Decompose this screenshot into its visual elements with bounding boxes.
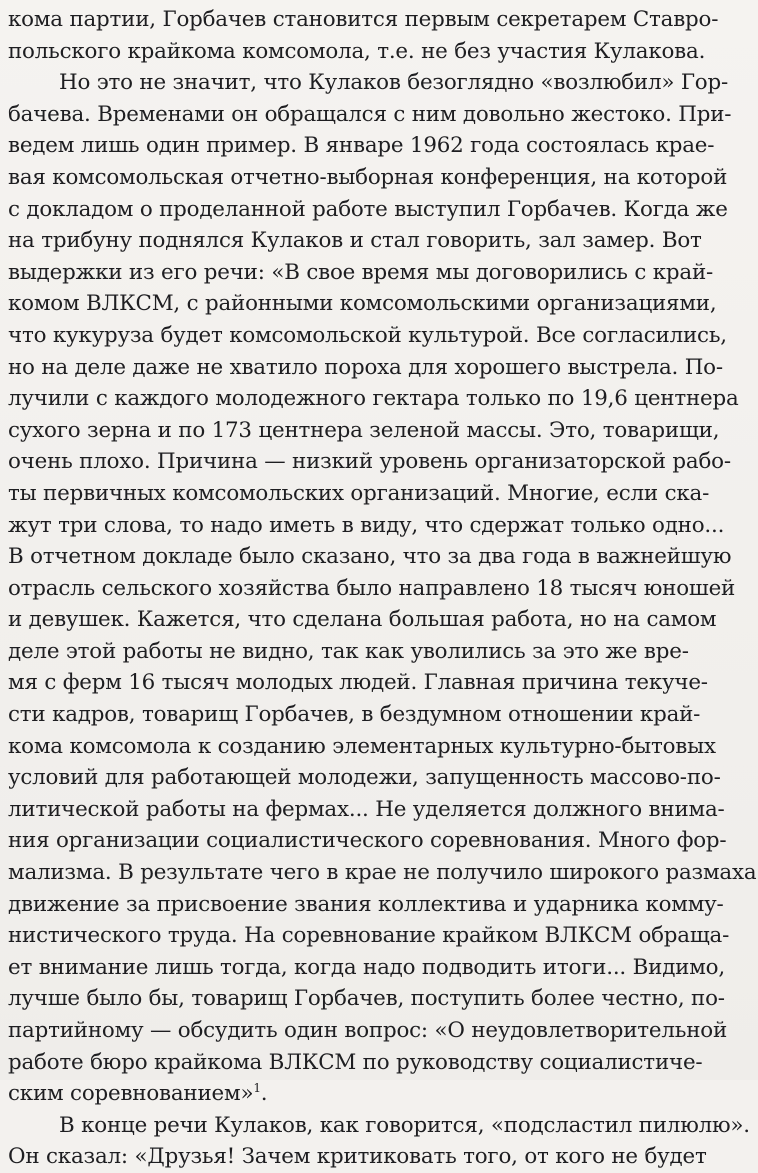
text-line: что кукуруза будет комсомольской культурой. Все согласились, xyxy=(8,322,727,348)
text-line: ведем лишь один пример. В январе 1962 года состоялась крае- xyxy=(8,133,715,159)
text-line: лучили с каждого молодежного гектара только по 19,6 центнера xyxy=(8,386,739,412)
text-line: мализма. В результате чего в крае не получило широкого размаха xyxy=(8,860,757,886)
text-line: польского крайкома комсомола, т.е. не без участия Кулакова. xyxy=(8,38,706,64)
paragraph-start-line: В конце речи Кулаков, как говорится, «подсластил пилюлю». xyxy=(59,1112,750,1138)
text-line-content: ским соревнованием» xyxy=(8,1081,254,1107)
text-line: партийному — обсудить один вопрос: «О неудовлетворительной xyxy=(8,1018,728,1043)
text-line: мя с ферм 16 тысяч молодых людей. Главная причина текуче- xyxy=(8,670,708,696)
text-line: работе бюро крайкома ВЛКСМ по руководству социалистиче- xyxy=(8,1049,703,1075)
footnote-ref: 1 xyxy=(253,1081,261,1096)
text-line: сухого зерна и по 173 центнера зеленой массы. Это, товарищи, xyxy=(8,417,720,443)
text-line: ты первичных комсомольских организаций. Многие, если ска- xyxy=(8,480,710,506)
text-line: очень плохо. Причина — низкий уровень организаторской рабо- xyxy=(8,449,731,475)
text-line: лучше было бы, товарищ Горбачев, поступить более честно, по- xyxy=(8,986,725,1012)
text-line: и девушек. Кажется, что сделана большая работа, но на самом xyxy=(8,607,717,633)
text-line: вая комсомольская отчетно-выборная конференция, на которой xyxy=(8,164,728,190)
text-line: с докладом о проделанной работе выступил Горбачев. Когда же xyxy=(8,196,728,222)
text-line-cut: Он сказал: «Друзья! Зачем критиковать того, от кого не будет xyxy=(8,1144,707,1170)
text-line: кома партии, Горбачев становится первым секретарем Ставро- xyxy=(8,7,719,32)
text-line: отрасль сельского хозяйства было направлено 18 тысяч юношей xyxy=(8,575,736,601)
text-line: комом ВЛКСМ, с районными комсомольскими организациями, xyxy=(8,291,717,317)
text-line: литической работы на фермах... Не уделяется должного внима- xyxy=(8,796,725,822)
text-line: но на деле даже не хватило пороха для хорошего выстрела. По- xyxy=(8,354,723,380)
text-line: кома комсомола к созданию элементарных культурно-бытовых xyxy=(8,733,716,759)
text-line: на трибуну поднялся Кулаков и стал говорить, зал замер. Вот xyxy=(8,228,702,254)
text-line: сти кадров, товарищ Горбачев, в бездумном отношении край- xyxy=(8,702,701,728)
text-line: движение за присвоение звания коллектива и ударника комму- xyxy=(8,891,724,917)
text-line: бачева. Временами он обращался с ним довольно жестоко. При- xyxy=(8,101,732,127)
text-line: жут три слова, то надо иметь в виду, что сдержат только одно... xyxy=(8,512,725,538)
text-line: деле этой работы не видно, так как уволились за это же вре- xyxy=(8,638,689,664)
text-line: условий для работающей молодежи, запущенность массово-по- xyxy=(8,765,721,791)
text-line: нистического труда. На соревнование крайком ВЛКСМ обраща- xyxy=(8,923,730,949)
paragraph-start-line: Но это не значит, что Кулаков безоглядно «возлюбил» Гор- xyxy=(59,70,729,96)
text-line: В отчетном докладе было сказано, что за два года в важнейшую xyxy=(8,544,732,570)
text-line-with-footnote: ским соревнованием»$^1$. xyxy=(8,1081,268,1107)
text-line: выдержки из его речи: «В свое время мы договорились с край- xyxy=(8,259,714,285)
text-line: ния организации социалистического соревнования. Много фор- xyxy=(8,828,727,854)
body-text xyxy=(8,4,757,1170)
text-line: ет внимание лишь тогда, когда надо подводить итоги... Видимо, xyxy=(8,954,725,980)
